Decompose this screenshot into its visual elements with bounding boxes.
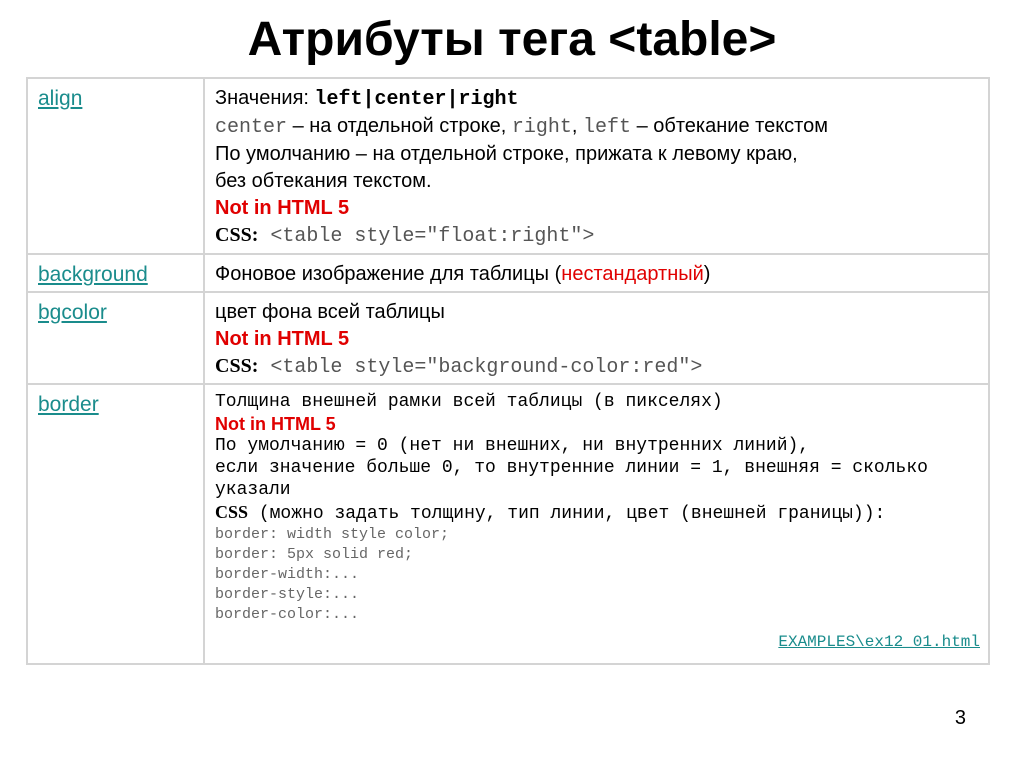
- attribute-name-cell: [27, 384, 204, 664]
- attribute-desc-cell: [204, 254, 989, 292]
- page-number: 3: [954, 707, 966, 729]
- table-row: [27, 292, 989, 384]
- code-left: left: [583, 116, 632, 139]
- values-label: Значения:: [215, 87, 315, 109]
- code-line: border-color:...: [215, 606, 360, 623]
- bgcolor-link[interactable]: bgcolor: [38, 301, 107, 324]
- attribute-name-cell: [27, 254, 204, 292]
- align-description: [215, 113, 980, 141]
- css-line: [215, 222, 980, 250]
- not-html5-label: Not in HTML 5: [215, 197, 350, 219]
- attribute-name-cell: [27, 292, 204, 384]
- css-code: <table style="float:right">: [258, 225, 595, 248]
- values-line: [215, 85, 980, 113]
- border-default-text: указали: [215, 480, 291, 500]
- attribute-desc-cell: [204, 292, 989, 384]
- align-link[interactable]: align: [38, 87, 83, 110]
- text-fragment: ): [703, 263, 711, 285]
- nonstandard-label: нестандартный: [561, 263, 704, 285]
- text-fragment: ,: [571, 115, 584, 137]
- bgcolor-description: цвет фона всей таблицы: [215, 301, 445, 323]
- code-line: border: 5px solid red;: [215, 546, 414, 563]
- values-code: left|center|right: [314, 88, 519, 111]
- code-line: border: width style color;: [215, 526, 450, 543]
- table-row: [27, 254, 989, 292]
- example-link[interactable]: EXAMPLES\ex12_01.html: [778, 633, 980, 651]
- not-html5-label: Not in HTML 5: [215, 328, 350, 350]
- example-line: [215, 633, 980, 651]
- text-fragment: – на отдельной строке,: [287, 115, 512, 137]
- default-text: без обтекания текстом.: [215, 170, 432, 192]
- code-right: right: [511, 116, 572, 139]
- css-label: CSS:: [215, 224, 259, 246]
- border-default-text: если значение больше 0, то внутренние линии = 1, внешняя = сколько: [215, 458, 928, 478]
- css-code: <table style="background-color:red">: [258, 356, 703, 379]
- border-link[interactable]: border: [38, 393, 99, 416]
- code-center: center: [215, 116, 288, 139]
- attribute-desc-cell: [204, 384, 989, 664]
- border-description: Толщина внешней рамки всей таблицы (в пикселях): [215, 392, 723, 412]
- code-line: border-style:...: [215, 586, 360, 603]
- css-label: CSS: [215, 502, 249, 522]
- attribute-name-cell: [27, 78, 204, 254]
- attributes-table: [26, 77, 990, 665]
- page-title: Атрибуты тега <table>: [247, 13, 777, 66]
- text-fragment: Фоновое изображение для таблицы (: [215, 263, 562, 285]
- table-row: [27, 78, 989, 254]
- text-fragment: – обтекание текстом: [631, 115, 828, 137]
- not-html5-label: Not in HTML 5: [215, 414, 336, 434]
- background-link[interactable]: background: [38, 263, 148, 286]
- default-text: По умолчанию – на отдельной строке, прижата к левому краю,: [215, 143, 798, 165]
- border-default-text: По умолчанию = 0 (нет ни внешних, ни внутренних линий),: [215, 436, 810, 456]
- css-line: [215, 353, 980, 381]
- css-line: [215, 501, 980, 525]
- table-row: [27, 384, 989, 664]
- code-line: border-width:...: [215, 566, 360, 583]
- css-label: CSS:: [215, 355, 259, 377]
- background-description: [215, 261, 980, 288]
- css-desc: (можно задать толщину, тип линии, цвет (внешней границы)):: [248, 504, 886, 524]
- attribute-desc-cell: [204, 78, 989, 254]
